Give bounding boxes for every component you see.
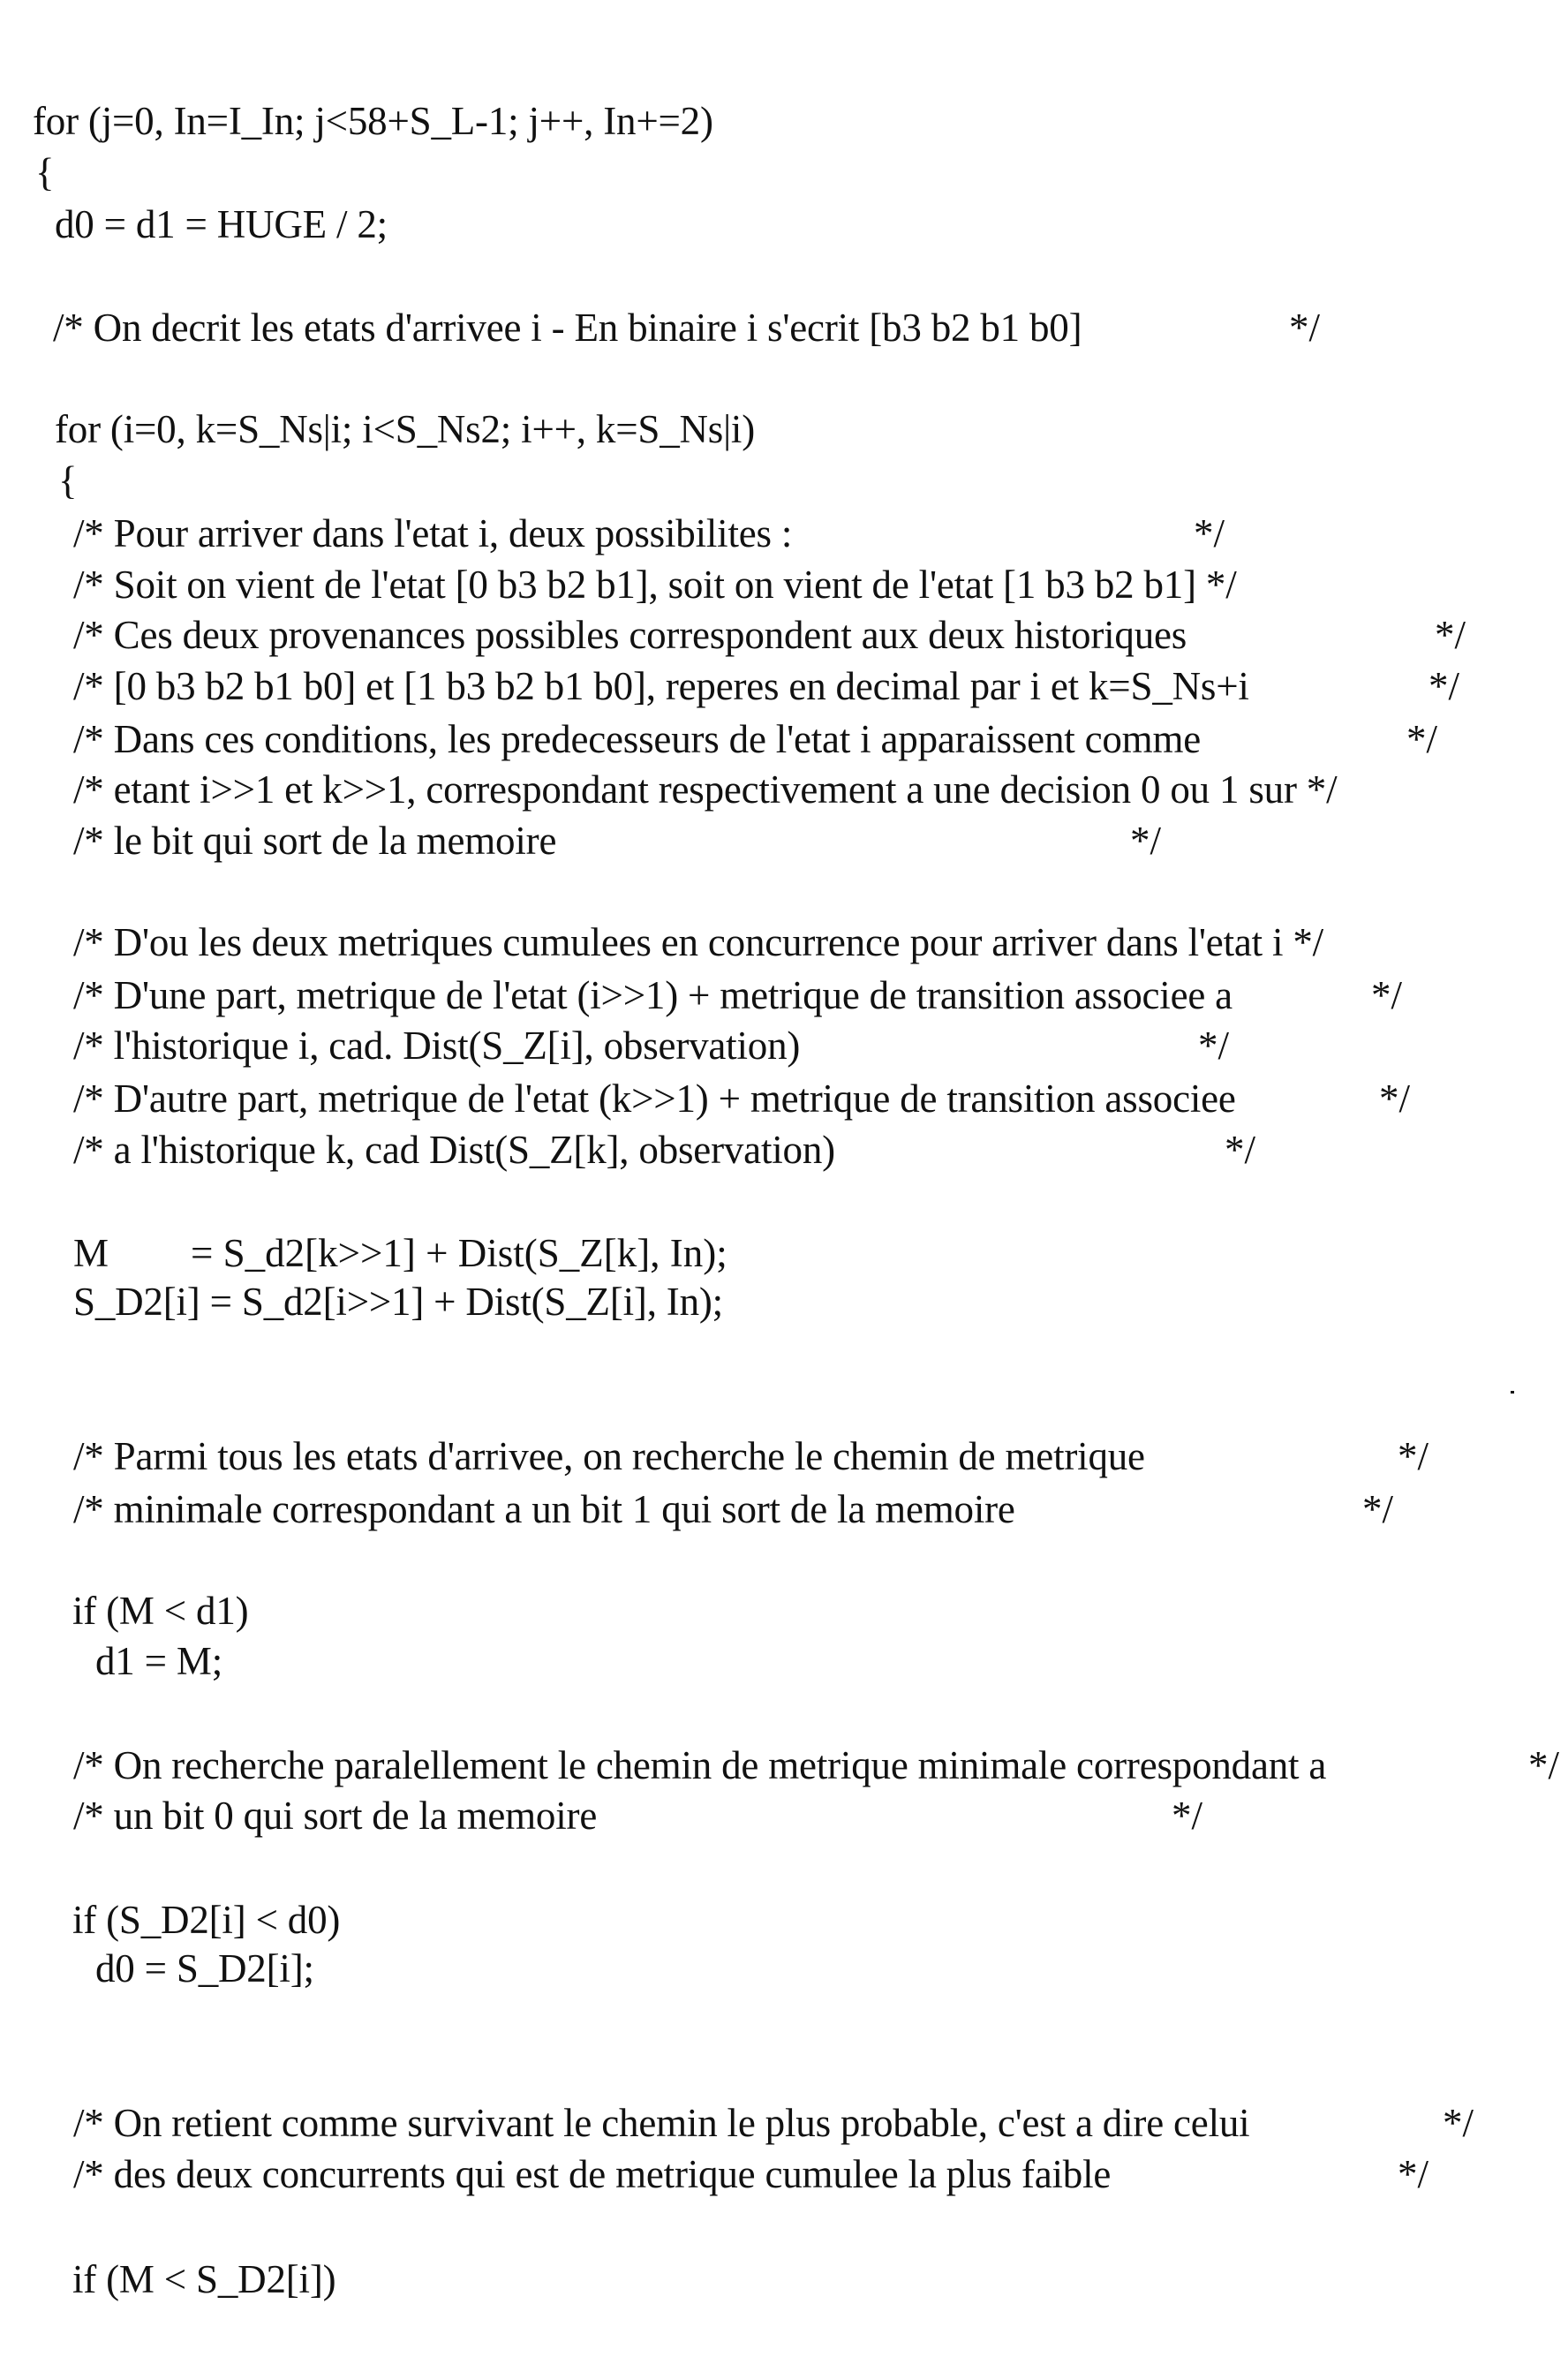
comment-line-deux-metriques: /* D'ou les deux metriques cumulees en concurrence pour arriver dans l'etat i */ <box>73 920 1323 964</box>
comment-close-dune-part: */ <box>1371 973 1403 1017</box>
comment-close-pour-arriver: */ <box>1194 511 1225 555</box>
comment-line-dautre-part: /* D'autre part, metrique de l'etat (k>>1) + metrique de transition associee <box>73 1076 1236 1121</box>
scan-speck <box>1511 1391 1514 1394</box>
comment-close-on-retient: */ <box>1443 2101 1474 2145</box>
comment-line-on-recherche-parallelement: /* On recherche paralellement le chemin de metrique minimale correspondant a <box>73 1743 1327 1787</box>
code-line-inner-for: for (i=0, k=S_Ns|i; i<S_Ns2; i++, k=S_Ns|i) <box>55 407 756 451</box>
code-line-assign-d0: d0 = S_D2[i]; <box>95 1946 314 1991</box>
comment-line-etant-decalage: /* etant i>>1 et k>>1, correspondant respectivement a une decision 0 ou 1 sur */ <box>73 767 1338 812</box>
comment-close-etats-arrivee: */ <box>1289 306 1321 350</box>
comment-line-bit-sort-memoire: /* le bit qui sort de la memoire <box>73 819 557 863</box>
comment-line-on-retient: /* On retient comme survivant le chemin le plus probable, c'est a dire celui <box>73 2101 1250 2145</box>
comment-close-bit-0: */ <box>1172 1794 1203 1838</box>
comment-line-soit-on-vient: /* Soit on vient de l'etat [0 b3 b2 b1], soit on vient de l'etat [1 b3 b2 b1] */ <box>73 563 1237 607</box>
comment-close-des-deux-concurrents: */ <box>1398 2152 1429 2196</box>
comment-line-des-deux-concurrents: /* des deux concurrents qui est de metrique cumulee la plus faible <box>73 2152 1112 2196</box>
comment-line-historiques-binaire: /* [0 b3 b2 b1 b0] et [1 b3 b2 b1 b0], reperes en decimal par i et k=S_Ns+i <box>73 664 1249 708</box>
comment-close-dautre-part: */ <box>1379 1076 1411 1121</box>
comment-close-parmi-tous: */ <box>1398 1434 1429 1478</box>
comment-close-on-recherche-parallelement: */ <box>1528 1743 1560 1787</box>
code-line-inner-open-brace: { <box>58 458 78 502</box>
code-line-metric-m-lhs: M <box>73 1231 109 1275</box>
code-line-if-m-lt-sd2: if (M < S_D2[i]) <box>72 2257 336 2301</box>
comment-close-historique-i: */ <box>1198 1024 1230 1068</box>
code-line-metric-m-rhs: = S_d2[k>>1] + Dist(S_Z[k], In); <box>191 1231 727 1275</box>
comment-line-bit-0: /* un bit 0 qui sort de la memoire <box>73 1794 598 1838</box>
comment-line-minimale-bit-1: /* minimale correspondant a un bit 1 qui sort de la memoire <box>73 1487 1015 1531</box>
comment-close-dans-ces-conditions: */ <box>1406 717 1438 761</box>
comment-close-ces-deux-provenances: */ <box>1435 613 1466 657</box>
comment-line-parmi-tous: /* Parmi tous les etats d'arrivee, on recherche le chemin de metrique <box>73 1434 1145 1478</box>
code-line-if-m-lt-d1: if (M < d1) <box>72 1589 249 1633</box>
comment-close-bit-sort-memoire: */ <box>1130 819 1162 863</box>
comment-close-historiques-binaire: */ <box>1429 664 1460 708</box>
code-line-init-d0-d1: d0 = d1 = HUGE / 2; <box>55 202 388 246</box>
code-line-assign-d1: d1 = M; <box>95 1639 222 1683</box>
comment-close-minimale-bit-1: */ <box>1362 1487 1394 1531</box>
comment-line-pour-arriver: /* Pour arriver dans l'etat i, deux possibilites : <box>73 511 793 555</box>
code-line-metric-sd2: S_D2[i] = S_d2[i>>1] + Dist(S_Z[i], In); <box>73 1280 723 1324</box>
comment-line-historique-i: /* l'historique i, cad. Dist(S_Z[i], observation) <box>73 1024 801 1068</box>
comment-close-historique-k: */ <box>1225 1128 1256 1172</box>
code-line-if-sd2-lt-d0: if (S_D2[i] < d0) <box>72 1898 341 1942</box>
comment-line-dans-ces-conditions: /* Dans ces conditions, les predecesseurs de l'etat i apparaissent comme <box>73 717 1202 761</box>
comment-line-historique-k: /* a l'historique k, cad Dist(S_Z[k], observation) <box>73 1128 835 1172</box>
code-line-outer-open-brace: { <box>35 150 55 194</box>
comment-line-dune-part: /* D'une part, metrique de l'etat (i>>1) + metrique de transition associee a <box>73 973 1233 1017</box>
code-line-outer-for: for (j=0, In=I_In; j<58+S_L-1; j++, In+=2) <box>33 99 713 143</box>
comment-line-ces-deux-provenances: /* Ces deux provenances possibles correspondent aux deux historiques <box>73 613 1187 657</box>
comment-line-etats-arrivee: /* On decrit les etats d'arrivee i - En binaire i s'ecrit [b3 b2 b1 b0] <box>53 306 1082 350</box>
